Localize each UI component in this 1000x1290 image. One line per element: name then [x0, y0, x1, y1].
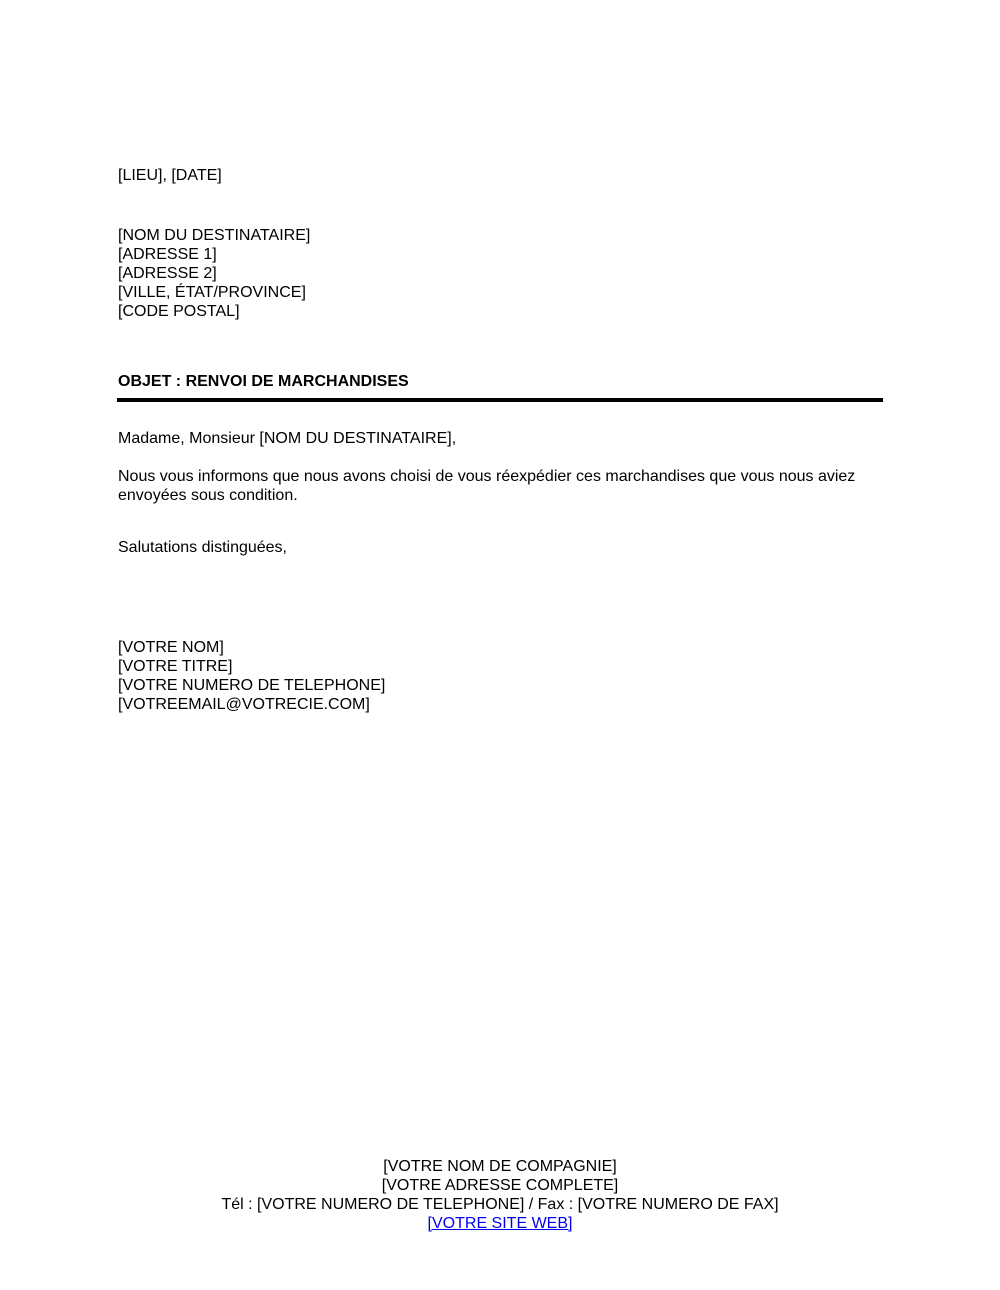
sender-email: [VOTREEMAIL@VOTRECIE.COM] — [118, 696, 370, 713]
subject-line: OBJET : RENVOI DE MARCHANDISES — [118, 373, 409, 390]
signature-block — [118, 638, 385, 714]
footer — [117, 1157, 883, 1233]
footer-company-name: [VOTRE NOM DE COMPAGNIE] — [383, 1158, 617, 1175]
place-date-line: [LIEU], [DATE] — [118, 167, 222, 184]
recipient-address-2: [ADRESSE 2] — [118, 265, 217, 282]
subject-divider — [117, 398, 883, 402]
closing-line: Salutations distinguées, — [118, 539, 287, 556]
recipient-address-1: [ADRESSE 1] — [118, 246, 217, 263]
footer-phone-fax: Tél : [VOTRE NUMERO DE TELEPHONE] / Fax : [VOTRE NUMERO DE FAX] — [221, 1196, 779, 1213]
salutation: Madame, Monsieur [NOM DU DESTINATAIRE], — [118, 430, 457, 447]
sender-name: [VOTRE NOM] — [118, 639, 224, 656]
website-link[interactable]: [VOTRE SITE WEB] — [427, 1215, 573, 1232]
recipient-block — [118, 226, 310, 321]
recipient-city-state: [VILLE, ÉTAT/PROVINCE] — [118, 284, 306, 301]
footer-address: [VOTRE ADRESSE COMPLETE] — [381, 1177, 619, 1194]
recipient-name: [NOM DU DESTINATAIRE] — [118, 227, 311, 244]
sender-phone: [VOTRE NUMERO DE TELEPHONE] — [118, 677, 386, 694]
body-paragraph: Nous vous informons que nous avons choisi de vous réexpédier ces marchandises que vous nous aviez envoyées sous condition. — [118, 468, 856, 504]
sender-title: [VOTRE TITRE] — [118, 658, 233, 675]
recipient-postal-code: [CODE POSTAL] — [118, 303, 240, 320]
footer-website-row — [117, 1214, 883, 1233]
